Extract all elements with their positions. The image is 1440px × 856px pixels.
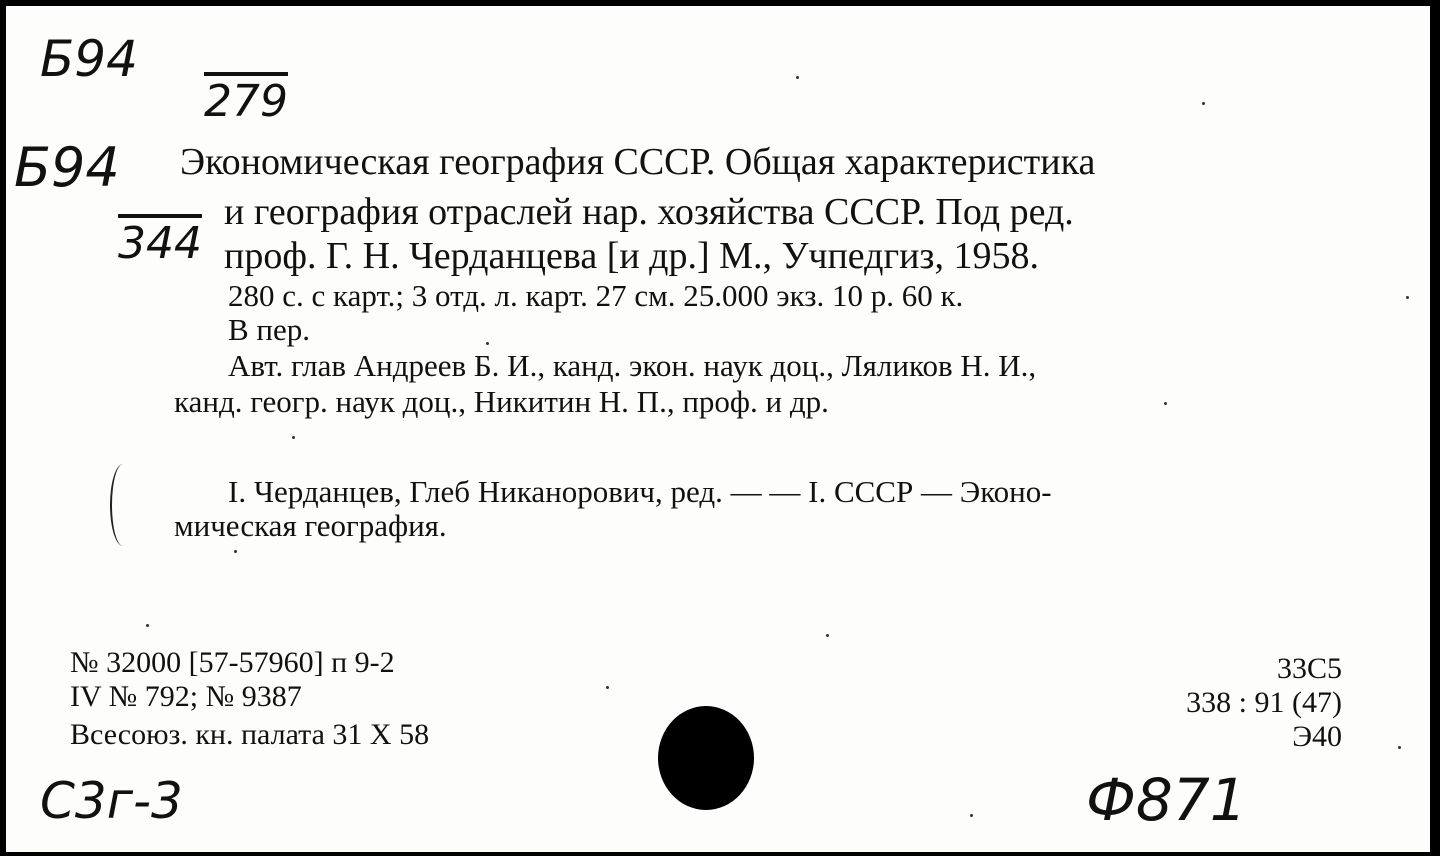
tracings-line-1: I. Черданцев, Глеб Никанорович, ред. — — I. СССР — Эконо- — [228, 474, 1052, 509]
noise-speck — [1164, 402, 1167, 405]
title-line-3: проф. Г. Н. Черданцева [и др.] М., Учпедгиз, 1958. — [224, 235, 1039, 277]
registry-line-3: Всесоюз. кн. палата 31 X 58 — [70, 718, 430, 751]
handwritten-shelfmark-left: С3г-3 — [40, 772, 183, 830]
catalog-card — [6, 6, 1430, 852]
handwritten-number-top: 279 — [204, 76, 288, 127]
registry-line-2: IV № 792; № 9387 — [70, 680, 302, 713]
noise-speck — [292, 436, 295, 439]
noise-speck — [970, 814, 973, 817]
handwritten-shelfmark-right: Ф871 — [1086, 766, 1247, 834]
handwritten-number-side: 344 — [118, 218, 202, 269]
noise-speck — [1398, 746, 1401, 749]
punch-hole — [658, 706, 754, 810]
description-line-1: 280 с. с карт.; 3 отд. л. карт. 27 см. 25.000 экз. 10 р. 60 к. — [228, 278, 964, 313]
noise-speck — [1406, 296, 1409, 299]
noise-speck — [146, 624, 149, 627]
noise-speck — [486, 342, 489, 345]
tracings-line-2: мическая география. — [174, 508, 447, 543]
authors-line-1: Авт. глав Андреев Б. И., канд. экон. наук доц., Ляликов Н. И., — [228, 348, 1037, 383]
noise-speck — [796, 76, 799, 79]
classification-line-1: 33С5 — [1276, 652, 1342, 685]
registry-line-1: № 32000 [57-57960] п 9-2 — [70, 646, 395, 679]
classification-line-2: 338 : 91 (47) — [1186, 686, 1342, 719]
noise-speck — [826, 634, 829, 637]
bracket-mark — [110, 464, 136, 546]
classification-line-3: Э40 — [1292, 720, 1342, 753]
authors-line-2: канд. геогр. наук доц., Никитин Н. П., проф. и др. — [174, 384, 829, 419]
noise-speck — [234, 550, 237, 553]
title-line-1: Экономическая география СССР. Общая характеристика — [180, 141, 1096, 183]
noise-speck — [606, 686, 609, 689]
noise-speck — [1202, 102, 1205, 105]
title-line-2: и география отраслей нар. хозяйства СССР. Под ред. — [224, 191, 1074, 233]
description-line-2: В пер. — [228, 312, 311, 347]
handwritten-code-side: Б94 — [14, 136, 120, 199]
handwritten-code-top: Б94 — [40, 30, 138, 88]
